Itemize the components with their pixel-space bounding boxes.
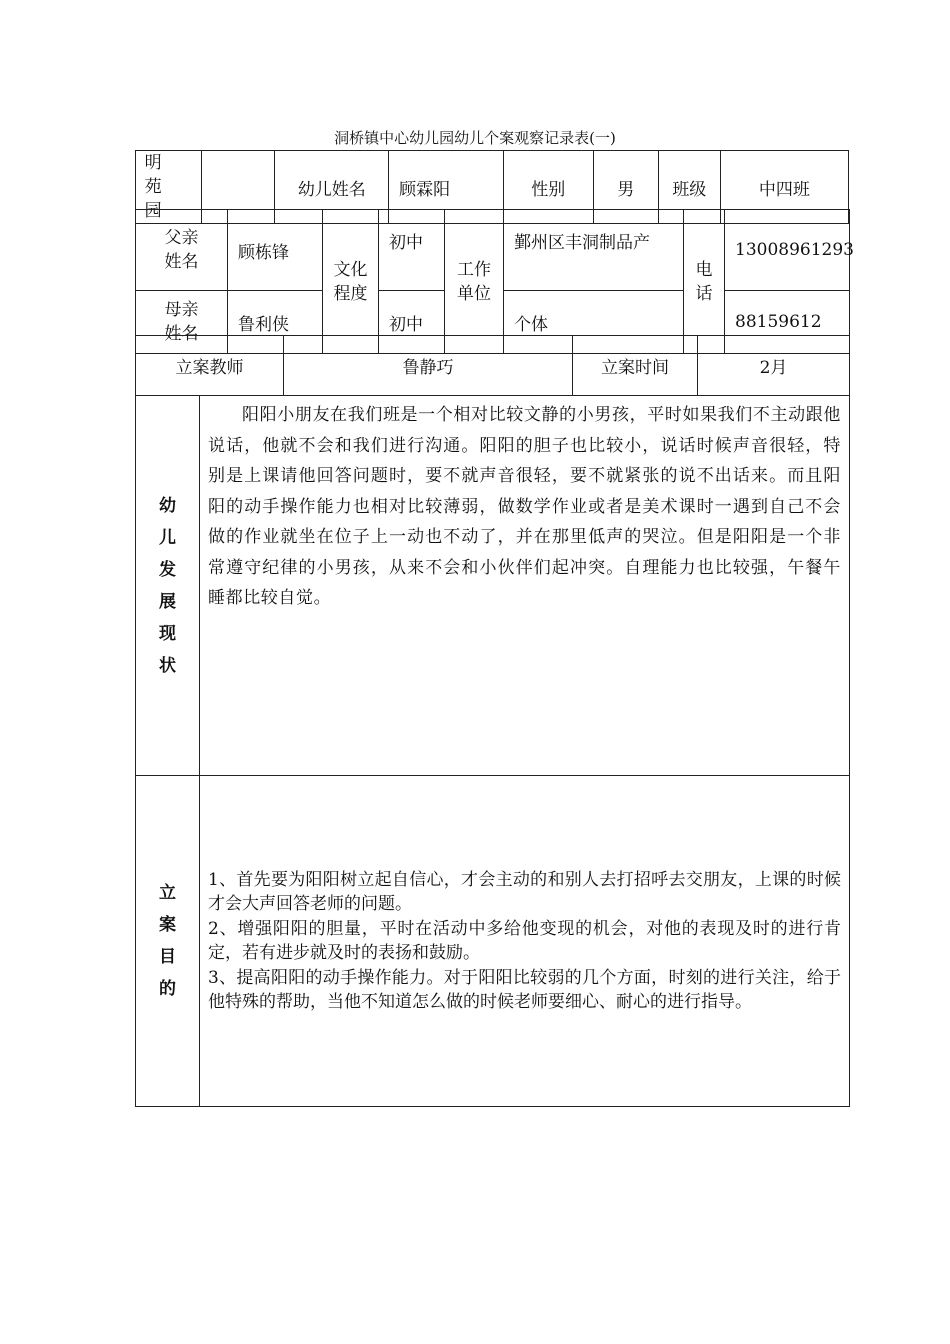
- class-value: 中四班: [720, 151, 848, 224]
- father-education-value: 初中: [379, 210, 445, 291]
- purpose-item: 1、首先要为阳阳树立起自信心，才会主动的和别人去打招呼去交朋友，上课的时候才会大声回答老师的问题。: [208, 869, 841, 914]
- work-label: 工作 单位: [445, 210, 504, 354]
- purpose-item: 3、提高阳阳的动手操作能力。对于阳阳比较弱的几个方面，时刻的进行关注，给于他特殊的帮助，当他不知道怎么做的时候老师要细心、耐心的进行指导。: [208, 967, 841, 1012]
- mother-phone-value: 88159612: [725, 291, 850, 354]
- parents-table: [135, 209, 854, 354]
- class-label: 班级: [658, 151, 720, 224]
- document-title: 洞桥镇中心幼儿园幼儿个案观察记录表(一): [334, 129, 616, 147]
- observation-table: [135, 395, 850, 1107]
- child-name-value: 顾霖阳: [389, 151, 504, 224]
- gender-label: 性别: [503, 151, 593, 224]
- father-name-value: 顾栋锋: [228, 210, 323, 291]
- school-label: 明 苑 园: [136, 151, 202, 224]
- purpose-text: [200, 776, 850, 1107]
- case-teacher-label: 立案教师: [136, 336, 284, 396]
- father-work-value: 鄞州区丰洞制品产: [504, 210, 684, 291]
- mother-work-value: 个体: [504, 291, 684, 354]
- father-phone-value: 13008961293: [725, 210, 850, 291]
- mother-education-value: 初中: [379, 291, 445, 354]
- purpose-label: 立 案 目 的: [136, 776, 200, 1107]
- mother-name-value: 鲁利侠: [228, 291, 323, 354]
- child-name-label: 幼儿姓名: [275, 151, 389, 224]
- case-time-label: 立案时间: [573, 336, 698, 396]
- case-teacher-value: 鲁静巧: [284, 336, 573, 396]
- development-text: 阳阳小朋友在我们班是一个相对比较文静的小男孩，平时如果我们不主动跟他说话，他就不会和我们进行沟通。阳阳的胆子也比较小，说话时候声音很轻，特别是上课请他回答问题时，要不就声音很轻，要不就紧张的说不出话来。而且阳阳的动手操作能力也相对比较薄弱，做数学作业或者是美术课时一遇到自己不会做的作业就坐在位子上一动也不动了，并在那里低声的哭泣。但是阳阳是一个非常遵守纪律的小男孩，从来不会和小伙伴们起冲突。自理能力也比较强，午餐午睡都比较自觉。: [200, 396, 850, 776]
- mother-label: 母亲 姓名: [136, 291, 228, 354]
- education-label: 文化 程度: [323, 210, 379, 354]
- purpose-item: 2、增强阳阳的胆量，平时在活动中多给他变现的机会，对他的表现及时的进行肯定，若有进步就及时的表扬和鼓励。: [208, 918, 841, 963]
- case-info-table: [135, 335, 850, 396]
- development-label: 幼 儿 发 展 现 状: [136, 396, 200, 776]
- gender-value: 男: [593, 151, 658, 224]
- father-label: 父亲 姓名: [136, 210, 228, 291]
- case-time-value: 2月: [698, 336, 850, 396]
- phone-label: 电 话: [684, 210, 725, 354]
